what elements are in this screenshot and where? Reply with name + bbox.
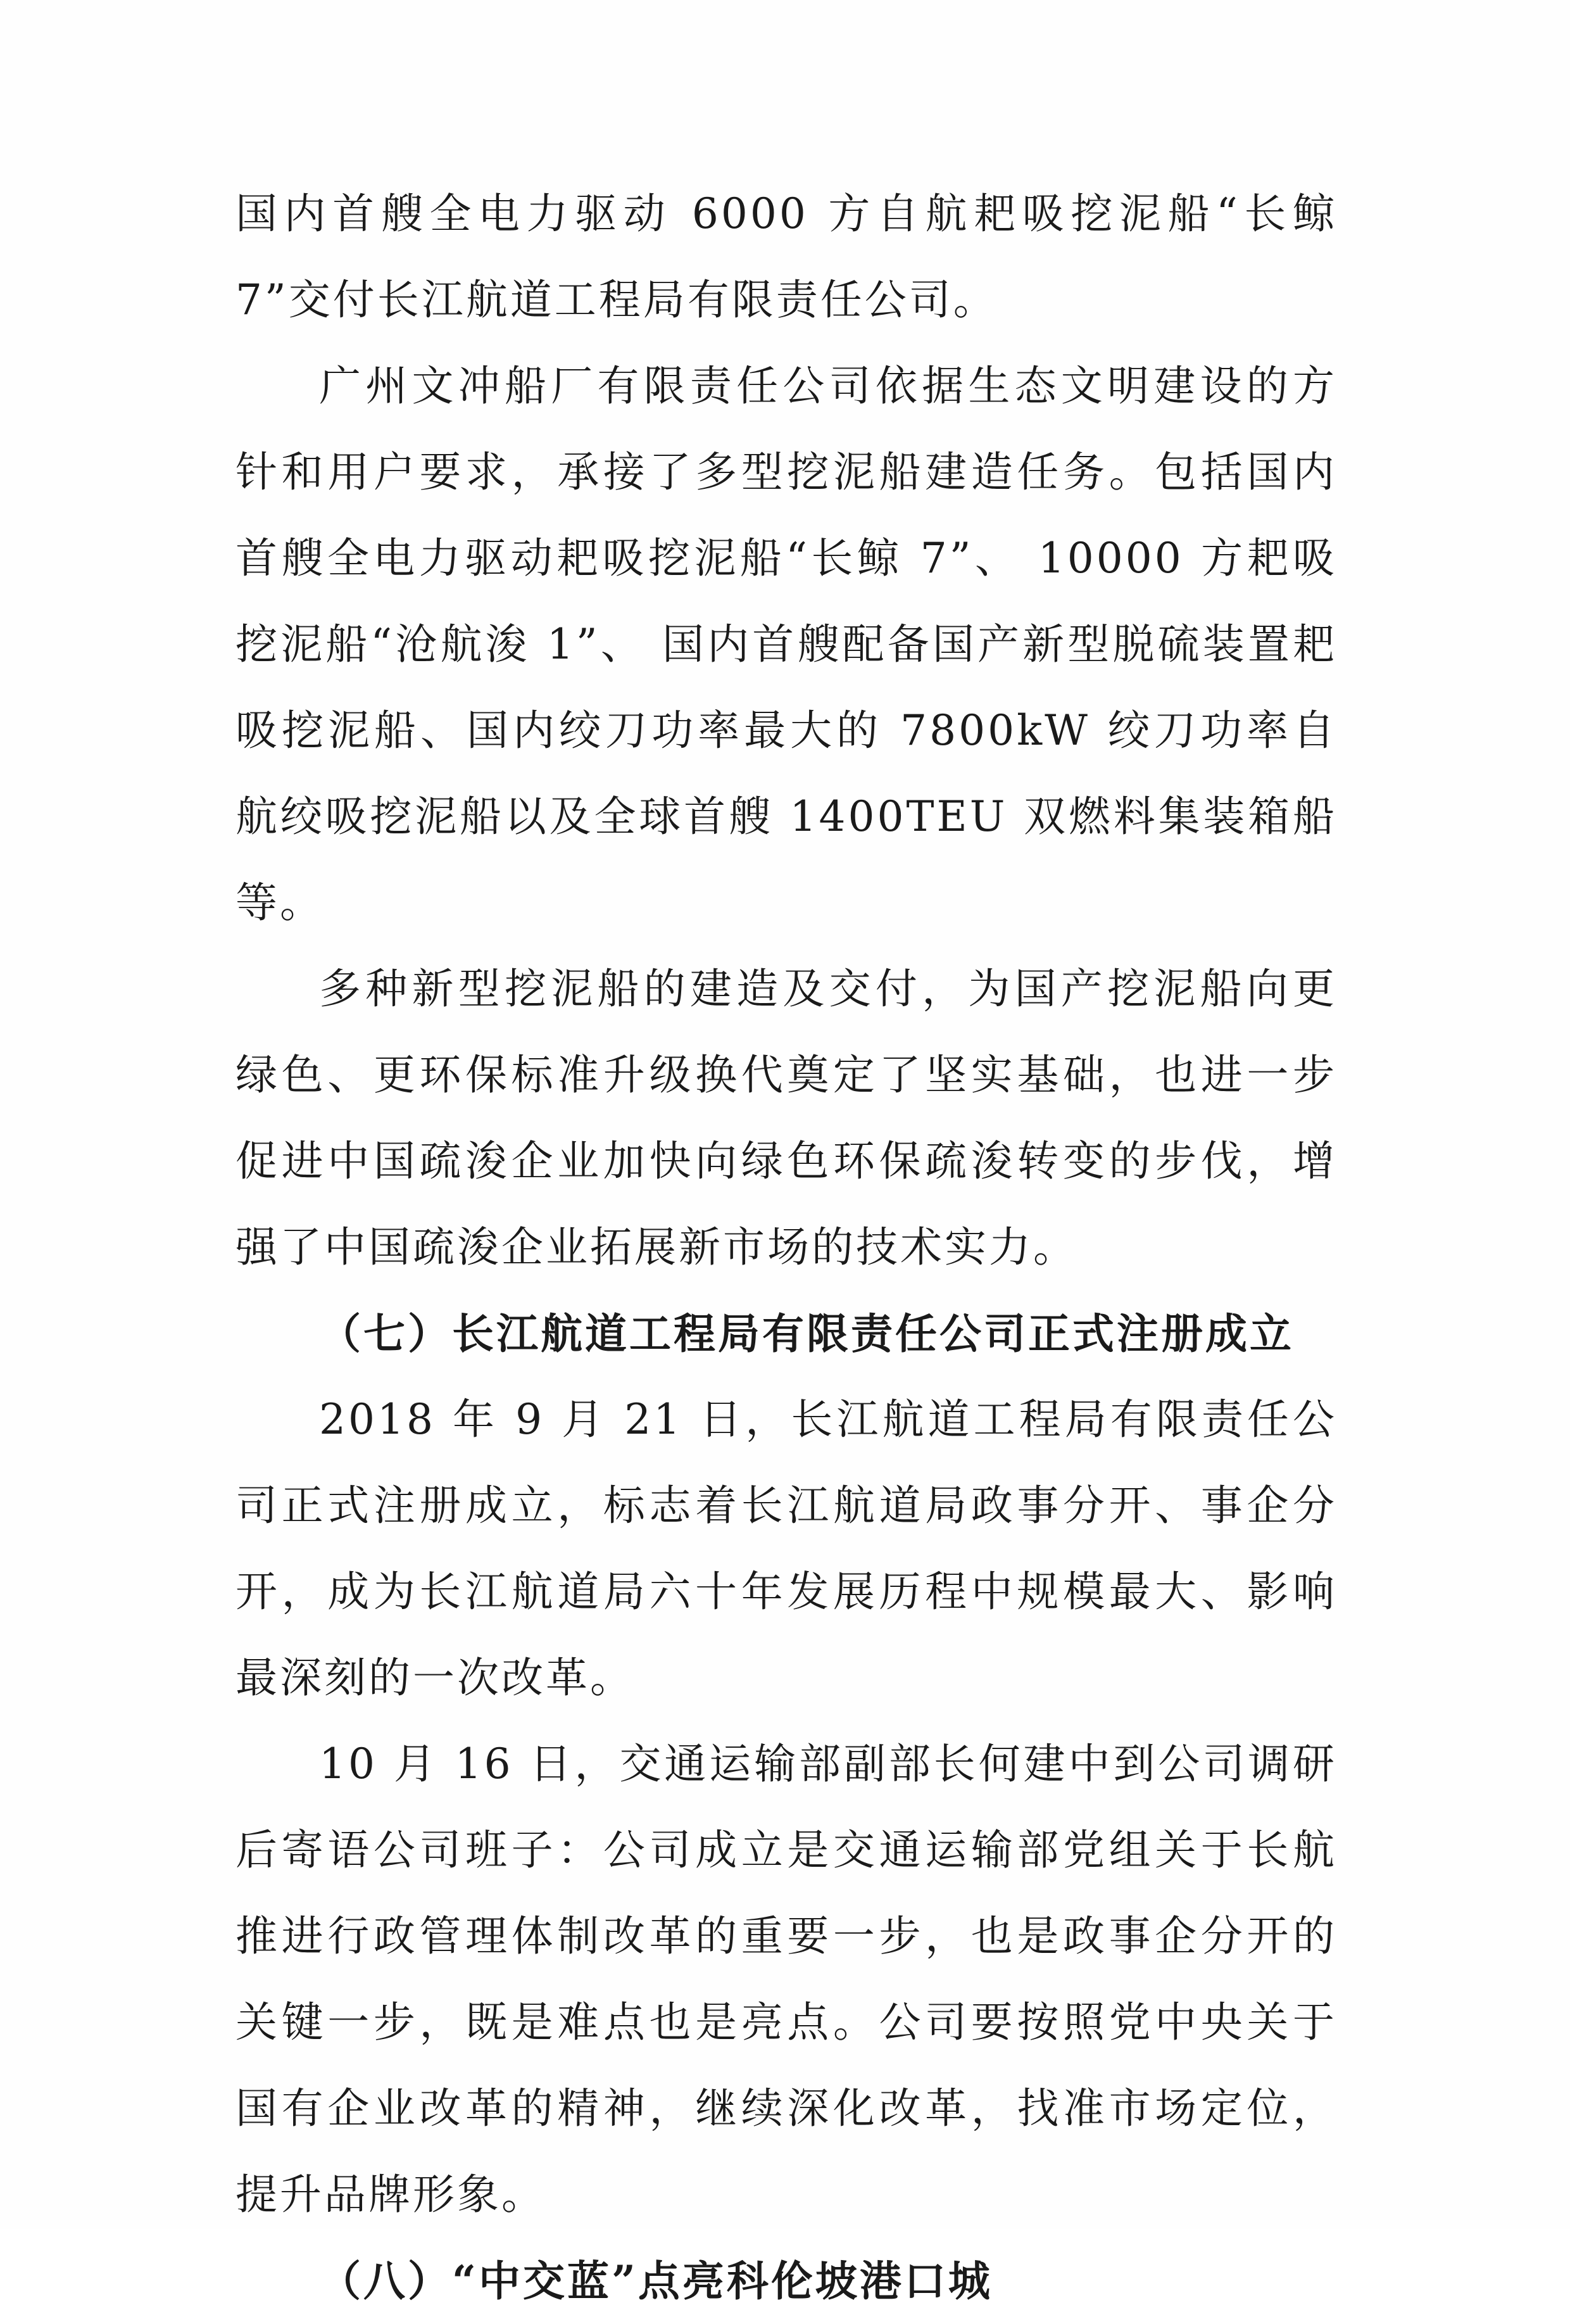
- paragraph-4: 2018 年 9 月 21 日，长江航道工程局有限责任公司正式注册成立，标志着长江航道局政事分开、事企分开，成为长江航道局六十年发展历程中规模最大、影响最深刻的一次改革。: [236, 1395, 1337, 1702]
- paragraph-2: 广州文冲船厂有限责任公司依据生态文明建设的方针和用户要求，承接了多型挖泥船建造任务。包括国内首艘全电力驱动耙吸挖泥船“长鲸 7”、 10000 方耙吸挖泥船“沧航浚 1”、 国内首艘配备国产新型脱硫装置耙吸挖泥船、国内绞刀功率最大的 7800kW 绞刀功率自航绞吸挖泥船以及全球首艘 1400TEU 双燃料集装箱船等。: [236, 362, 1337, 927]
- paragraph-3: 多种新型挖泥船的建造及交付，为国产挖泥船向更绿色、更环保标准升级换代奠定了坚实基础，也进一步促进中国疏浚企业加快向绿色环保疏浚转变的步伐，增强了中国疏浚企业拓展新市场的技术实力。: [236, 964, 1337, 1272]
- section-heading-8: （八）“中交蓝”点亮科伦坡港口城: [319, 2256, 993, 2306]
- paragraph-5: 10 月 16 日，交通运输部副部长何建中到公司调研后寄语公司班子：公司成立是交通运输部党组关于长航推进行政管理体制改革的重要一步，也是政事企分开的关键一步，既是难点也是亮点。公司要按照党中央关于国有企业改革的精神，继续深化改革，找准市场定位，提升品牌形象。: [236, 1740, 1337, 2219]
- document-body: [236, 171, 1337, 2324]
- paragraph-1: 国内首艘全电力驱动 6000 方自航耙吸挖泥船“长鲸 7”交付长江航道工程局有限责任公司。: [236, 189, 1337, 324]
- section-heading-7: （七）长江航道工程局有限责任公司正式注册成立: [319, 1309, 1294, 1358]
